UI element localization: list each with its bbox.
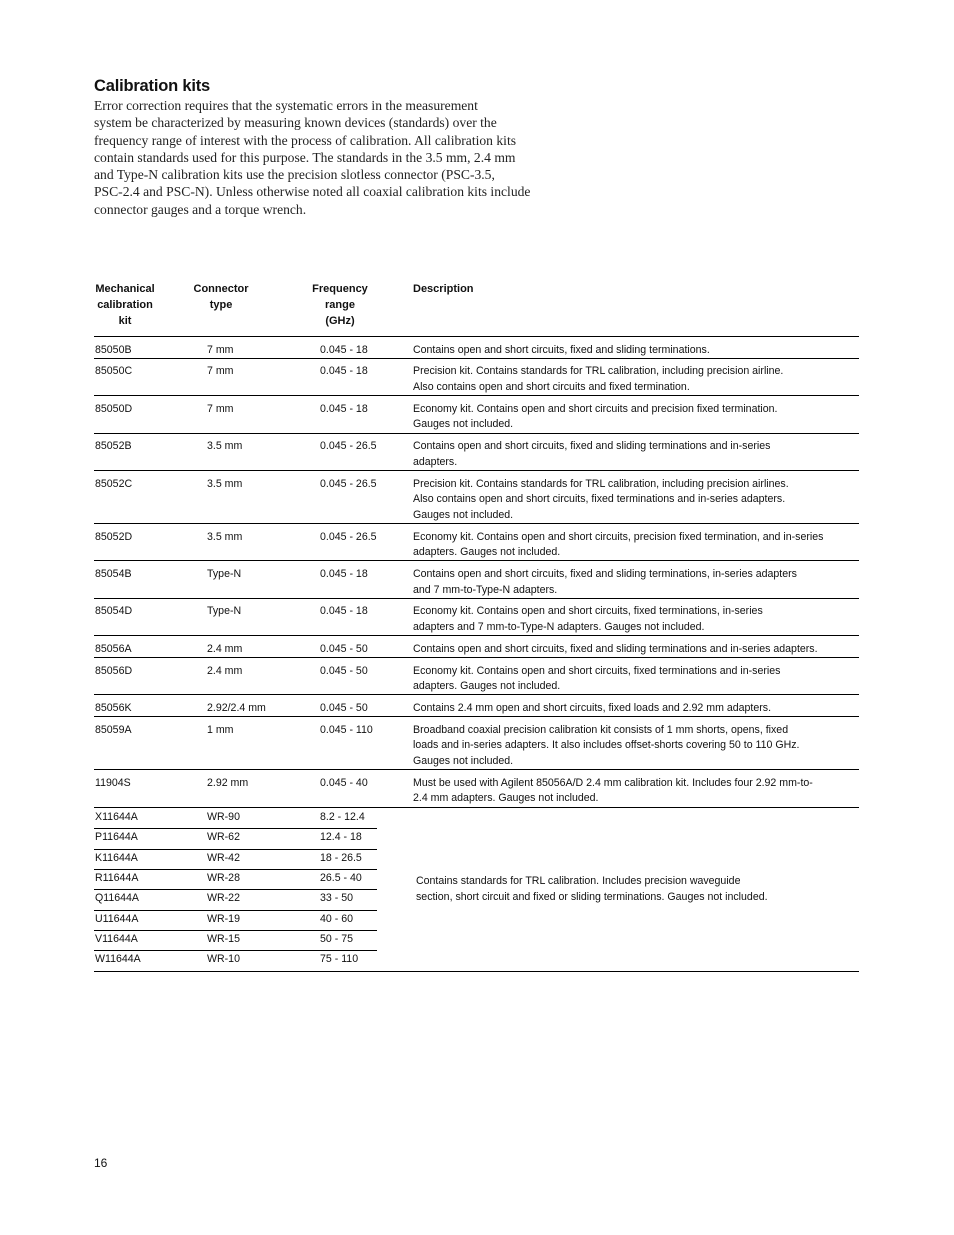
description-line: and 7 mm-to-Type-N adapters. [413,583,558,596]
frequency-range-cell: 0.045 - 50 [320,642,368,655]
row-divider [94,433,859,434]
header-frequency-range [310,281,370,329]
kit-number-cell: 11904S [95,776,131,789]
description-line: Contains open and short circuits, fixed and sliding terminations. [413,343,710,356]
frequency-range-cell: 0.045 - 26.5 [320,530,377,543]
description-line: Broadband coaxial precision calibration kit consists of 1 mm shorts, opens, fixed [413,723,789,736]
kit-number-cell: U11644A [95,912,139,925]
connector-type-cell: 7 mm [207,365,234,378]
waveguide-description-line: Contains standards for TRL calibration. Includes precision waveguide [416,874,741,887]
header-line: Connector [193,283,249,295]
waveguide-row-divider [94,950,377,951]
kit-number-cell: 85056D [95,664,133,677]
connector-type-cell: WR-15 [207,932,240,945]
row-divider [94,769,859,770]
intro-line: PSC-2.4 and PSC-N). Unless otherwise noted all coaxial calibration kits include [94,184,531,200]
description-line: Economy kit. Contains open and short circuits, fixed terminations and in-series [413,664,781,677]
header-line: Description [413,283,474,295]
frequency-range-cell: 0.045 - 18 [320,402,368,415]
waveguide-row-divider [94,889,377,890]
frequency-range-cell: 26.5 - 40 [320,871,362,884]
header-line: range [325,299,355,311]
kit-number-cell: 85056K [95,701,132,714]
intro-line: and Type-N calibration kits use the precision slotless connector (PSC-3.5, [94,167,495,183]
description-line: Economy kit. Contains open and short circuits, precision fixed termination, and in-series [413,530,824,543]
frequency-range-cell: 0.045 - 18 [320,343,368,356]
frequency-range-cell: 0.045 - 18 [320,567,368,580]
intro-line: contain standards used for this purpose. The standards in the 3.5 mm, 2.4 mm [94,149,516,165]
description-line: Gauges not included. [413,508,514,521]
description-line: loads and in-series adapters. It also includes offset-shorts covering 50 to 110 GHz. [413,739,800,752]
frequency-range-cell: 33 - 50 [320,892,353,905]
kit-number-cell: Q11644A [95,892,139,905]
frequency-range-cell: 0.045 - 50 [320,664,368,677]
description-line: Also contains open and short circuits, fixed terminations and in-series adapters. [413,493,786,506]
connector-type-cell: 2.4 mm [207,642,243,655]
row-divider [94,807,859,808]
connector-type-cell: Type-N [207,567,242,580]
connector-type-cell: WR-28 [207,871,240,884]
header-connector-type [190,281,252,313]
page-title: Calibration kits [94,77,210,95]
kit-number-cell: 85059A [95,723,132,736]
kit-number-cell: 85054D [95,605,133,618]
intro-line: system be characterized by measuring known devices (standards) over the [94,115,497,131]
row-divider [94,470,859,471]
connector-type-cell: 3.5 mm [207,477,243,490]
frequency-range-cell: 8.2 - 12.4 [320,811,365,823]
kit-number-cell: R11644A [95,871,139,884]
kit-number-cell: W11644A [95,953,141,966]
kit-number-cell: 85050B [95,343,132,356]
connector-type-cell: WR-62 [207,831,240,844]
waveguide-row-divider [94,828,377,829]
connector-type-cell: WR-19 [207,912,240,925]
connector-type-cell: WR-42 [207,851,240,864]
header-line: Frequency [312,283,368,295]
frequency-range-cell: 0.045 - 26.5 [320,440,377,453]
description-line: adapters. Gauges not included. [413,680,561,693]
description-line: Contains 2.4 mm open and short circuits, fixed loads and 2.92 mm adapters. [413,701,772,714]
waveguide-description-line: section, short circuit and fixed or sliding terminations. Gauges not included. [416,890,768,903]
header-line: type [209,299,233,311]
kit-number-cell: 85050C [95,365,133,378]
waveguide-row-divider [94,869,377,870]
connector-type-cell: 2.4 mm [207,664,243,677]
kit-number-cell: X11644A [95,811,138,823]
description-line: Gauges not included. [413,754,514,767]
frequency-range-cell: 0.045 - 50 [320,701,368,714]
header-mechanical-calibration-kit [94,281,156,329]
frequency-range-cell: 0.045 - 18 [320,365,368,378]
description-line: Precision kit. Contains standards for TRL calibration, including precision airline. [413,365,784,378]
intro-line: Error correction requires that the systematic errors in the measurement [94,98,478,113]
description-line: Precision kit. Contains standards for TRL calibration, including precision airlines. [413,477,789,490]
frequency-range-cell: 0.045 - 26.5 [320,477,377,490]
description-line: adapters and 7 mm-to-Type-N adapters. Gauges not included. [413,620,705,633]
connector-type-cell: 3.5 mm [207,440,243,453]
frequency-range-cell: 0.045 - 40 [320,776,368,789]
row-divider [94,358,859,359]
header-line: (GHz) [325,315,355,327]
row-divider [94,395,859,396]
row-divider [94,635,859,636]
header-line: kit [118,315,132,327]
connector-type-cell: 1 mm [207,723,234,736]
connector-type-cell: WR-22 [207,892,240,905]
intro-line: frequency range of interest with the process of calibration. All calibration kits [94,132,517,148]
description-line: Contains open and short circuits, fixed and sliding terminations and in-series [413,440,771,453]
description-line: adapters. [413,455,458,468]
frequency-range-cell: 50 - 75 [320,932,353,945]
header-description [413,281,474,297]
description-line: adapters. Gauges not included. [413,546,561,559]
intro-line: connector gauges and a torque wrench. [94,201,307,217]
description-line: 2.4 mm adapters. Gauges not included. [413,792,599,805]
connector-type-cell: 7 mm [207,343,234,356]
connector-type-cell: 7 mm [207,402,234,415]
row-divider [94,694,859,695]
connector-type-cell: WR-90 [207,811,240,823]
kit-number-cell: V11644A [95,932,138,945]
frequency-range-cell: 0.045 - 18 [320,605,368,618]
description-line: Must be used with Agilent 85056A/D 2.4 mm calibration kit. Includes four 2.92 mm-to- [413,776,813,789]
description-line: Gauges not included. [413,418,514,431]
connector-type-cell: 3.5 mm [207,530,243,543]
frequency-range-cell: 18 - 26.5 [320,851,362,864]
frequency-range-cell: 40 - 60 [320,912,353,925]
connector-type-cell: 2.92 mm [207,776,249,789]
kit-number-cell: K11644A [95,851,138,864]
row-divider [94,598,859,599]
connector-type-cell: WR-10 [207,953,240,966]
row-divider [94,657,859,658]
description-line: Contains open and short circuits, fixed and sliding terminations and in-series adapters. [413,642,818,655]
kit-number-cell: 85052C [95,477,133,490]
description-line: Also contains open and short circuits and fixed termination. [413,380,690,393]
description-line: Contains open and short circuits, fixed and sliding terminations, in-series adapters [413,567,797,580]
row-divider [94,560,859,561]
frequency-range-cell: 0.045 - 110 [320,723,373,736]
intro-paragraph [94,97,614,218]
description-line: Economy kit. Contains open and short circuits, fixed terminations, in-series [413,605,763,618]
header-line: calibration [97,299,153,311]
frequency-range-cell: 12.4 - 18 [320,831,362,844]
kit-number-cell: 85052B [95,440,132,453]
kit-number-cell: 85050D [95,402,133,415]
table-bottom-rule [94,971,859,972]
kit-number-cell: 85054B [95,567,132,580]
kit-number-cell: P11644A [95,831,138,844]
page-number: 16 [94,1156,108,1170]
connector-type-cell: Type-N [207,605,242,618]
description-line: Economy kit. Contains open and short circuits and precision fixed termination. [413,402,778,415]
frequency-range-cell: 75 - 110 [320,953,359,966]
row-divider [94,716,859,717]
kit-number-cell: 85052D [95,530,133,543]
kit-number-cell: 85056A [95,642,132,655]
row-divider [94,523,859,524]
connector-type-cell: 2.92/2.4 mm [207,701,266,714]
header-line: Mechanical [95,283,155,295]
header-divider [94,336,859,337]
